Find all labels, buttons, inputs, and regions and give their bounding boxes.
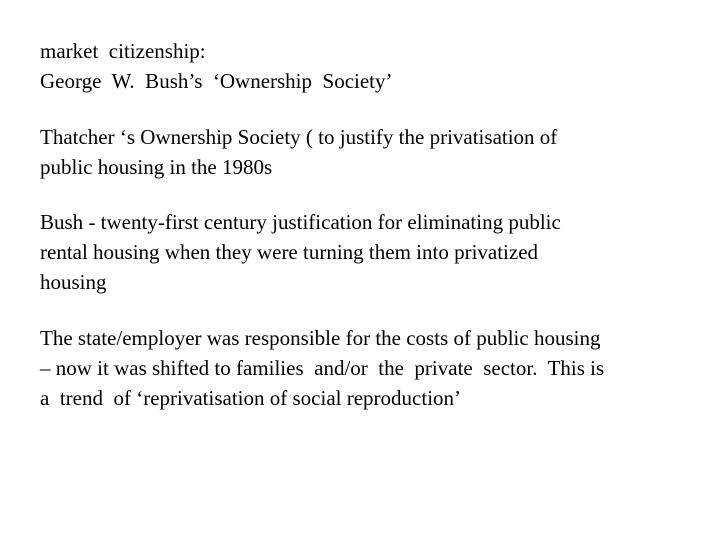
paragraph-line: – now it was shifted to families and/or the private sector. This is bbox=[40, 356, 605, 380]
slide-heading bbox=[40, 36, 393, 96]
paragraph-line: Thatcher ‘s Ownership Society ( to justify the privatisation of bbox=[40, 125, 558, 149]
paragraph-line: rental housing when they were turning them into privatized bbox=[40, 240, 539, 264]
paragraph-state-employer bbox=[40, 323, 604, 413]
heading-line: George W. Bush’s ‘Ownership Society’ bbox=[40, 69, 393, 93]
paragraph-line: a trend of ‘reprivatisation of social reproduction’ bbox=[40, 386, 462, 410]
paragraph-line: public housing in the 1980s bbox=[40, 155, 273, 179]
paragraph-thatcher bbox=[40, 122, 557, 182]
paragraph-line: The state/employer was responsible for the costs of public housing bbox=[40, 326, 601, 350]
paragraph-line: Bush - twenty-first century justification for eliminating public bbox=[40, 210, 561, 234]
heading-line: market citizenship: bbox=[40, 39, 206, 63]
paragraph-line: housing bbox=[40, 270, 107, 294]
paragraph-bush bbox=[40, 207, 561, 297]
